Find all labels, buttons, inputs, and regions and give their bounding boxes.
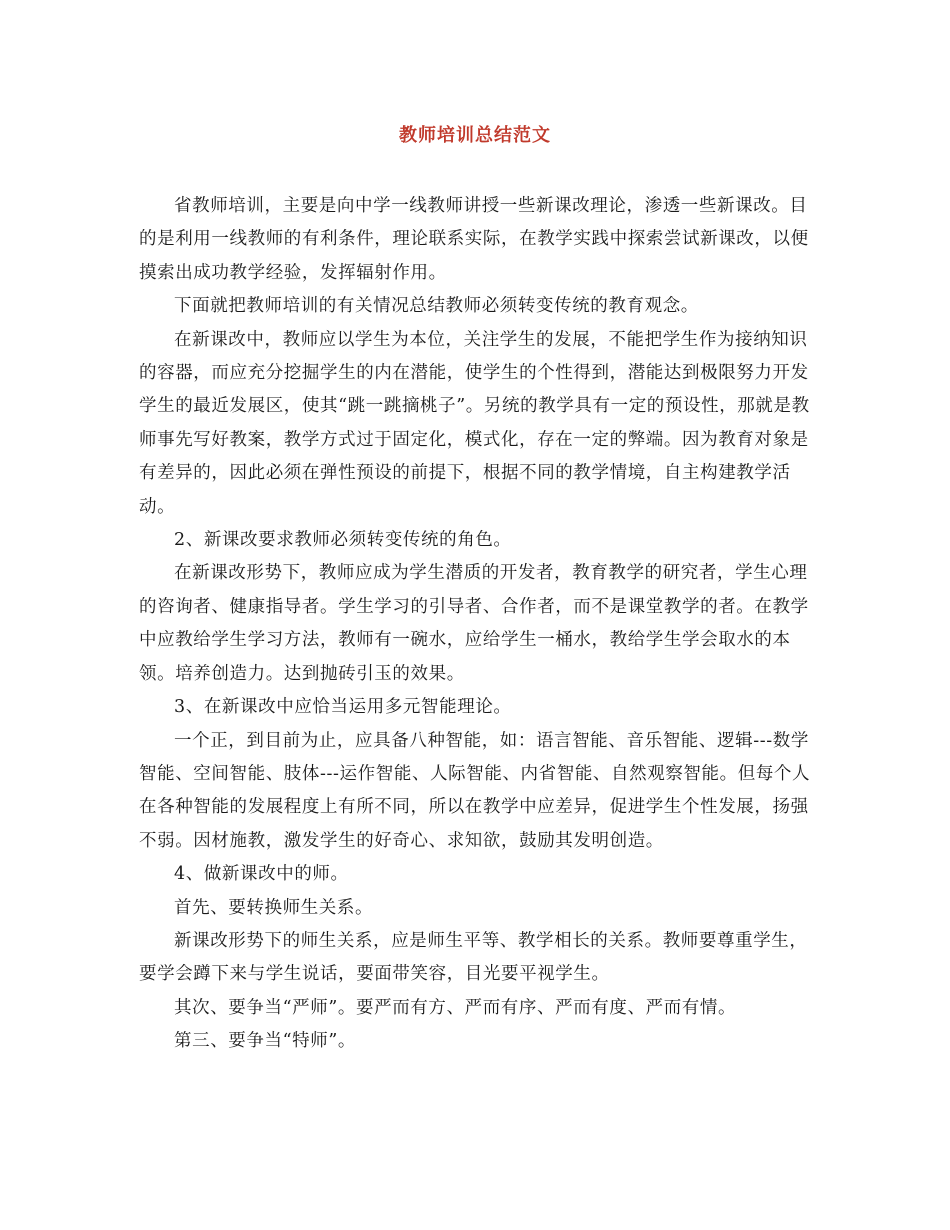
paragraph: 其次、要争当“严师”。要严而有方、严而有序、严而有度、严而有情。 — [174, 997, 737, 1018]
paragraph: 在新课改中，教师应以学生为本位，关注学生的发展，不能把学生作为接纳知识的容器，而应充分挖掘学生的内在潜能，使学生的个性得到，潜能达到极限努力开发学生的最近发展区，使其“跳一跳摘桃子”。另统的教学具有一定的预设性，那就是教师事先写好教案，教学方式过于固定化，模式化，存在一定的弊端。因为教育对象是有差异的，因此必须在弹性预设的前提下，根据不同的教学情境，自主构建教学活动。 — [139, 329, 810, 517]
section-heading: 4、做新课改中的师。 — [174, 864, 349, 885]
paragraph: 在新课改形势下，教师应成为学生潜质的开发者，教育教学的研究者，学生心理的咨询者、健康指导者。学生学习的引导者、合作者，而不是课堂教学的者。在教学中应教给学生学习方法，教师有一碗水，应给学生一桶水，教给学生学会取水的本领。培养创造力。达到抛砖引玉的效果。 — [139, 563, 809, 684]
document-title: 教师培训总结范文 — [399, 125, 551, 146]
section-heading: 2、新课改要求教师必须转变传统的角色。 — [174, 530, 512, 551]
paragraph: 首先、要转换师生关系。 — [174, 897, 374, 918]
paragraph: 一个正，到目前为止，应具备八种智能，如：语言智能、音乐智能、逻辑---数学智能、空间智能、肢体---运作智能、人际智能、内省智能、自然观察智能。但每个人在各种智能的发展程度上有所不同，所以在教学中应差异，促进学生个性发展，扬强不弱。因材施教，激发学生的好奇心、求知欲，鼓励其发明创造。 — [139, 730, 811, 851]
paragraph: 第三、要争当“特师”。 — [174, 1031, 356, 1052]
paragraph: 新课改形势下的师生关系，应是师生平等、教学相长的关系。教师要尊重学生，要学会蹲下来与学生说话，要面带笑容，目光要平视学生。 — [139, 930, 808, 985]
paragraph: 下面就把教师培训的有关情况总结教师必须转变传统的教育观念。 — [174, 296, 699, 317]
paragraph: 省教师培训，主要是向中学一线教师讲授一些新课改理论，渗透一些新课改。目的是利用一线教师的有利条件，理论联系实际，在教学实践中探索尝试新课改，以便摸索出成功教学经验，发挥辐射作用。 — [139, 196, 809, 283]
document-body — [139, 190, 819, 1059]
section-heading: 3、在新课改中应恰当运用多元智能理论。 — [174, 697, 512, 718]
